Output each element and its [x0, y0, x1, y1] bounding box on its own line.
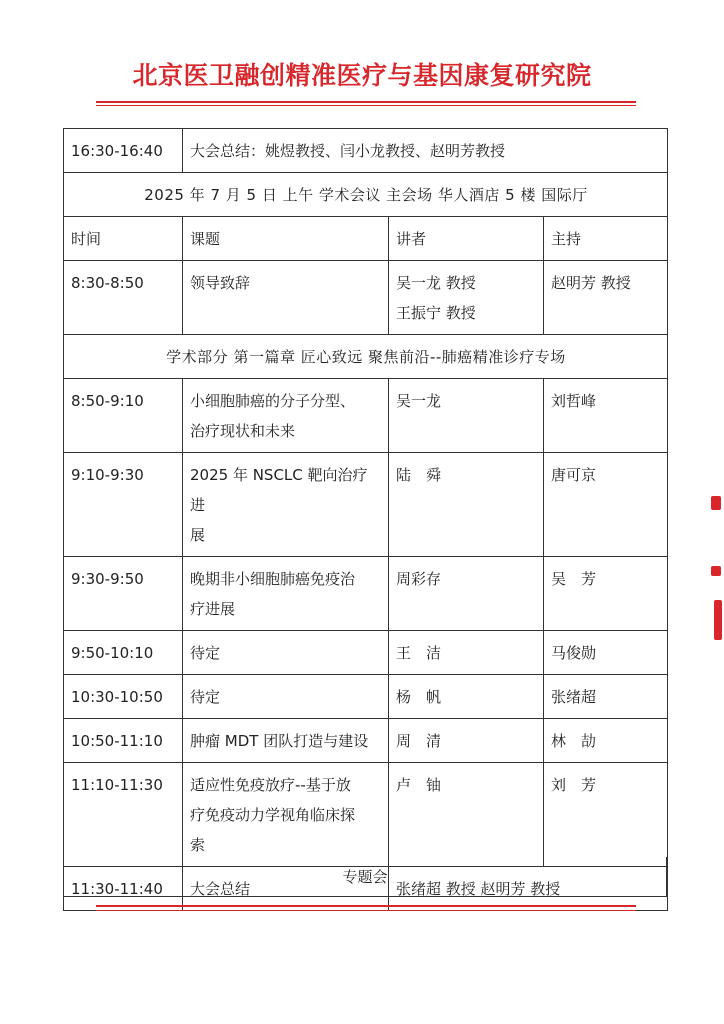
seal-edge-mark	[711, 496, 721, 510]
topic-cell: 大会总结：姚煜教授、闫小龙教授、赵明芳教授	[183, 129, 668, 173]
topic-cell	[183, 453, 389, 557]
time-cell: 8:30-8:50	[64, 261, 183, 335]
speaker-cell: 王 洁	[389, 631, 544, 675]
next-section-label: 专题会	[63, 857, 667, 897]
column-header-time: 时间	[64, 217, 183, 261]
table-row	[64, 763, 668, 867]
time-cell: 9:10-9:30	[64, 453, 183, 557]
speaker-cell: 卢 铀	[389, 763, 544, 867]
topic-cell	[183, 379, 389, 453]
topic-line: 小细胞肺癌的分子分型、	[190, 392, 356, 410]
host-cell: 吴 芳	[544, 557, 668, 631]
header-rule-thick	[96, 101, 636, 103]
session-banner: 2025 年 7 月 5 日 上午 学术会议 主会场 华人酒店 5 楼 国际厅	[64, 173, 668, 217]
time-cell: 16:30-16:40	[64, 129, 183, 173]
footer-rule-thin	[96, 910, 636, 911]
table-row	[64, 129, 668, 173]
host-cell: 刘哲峰	[544, 379, 668, 453]
topic-line: 治疗现状和未来	[190, 422, 296, 440]
topic-line: 索	[190, 836, 206, 854]
topic-line: 疗进展	[190, 600, 236, 618]
column-header-row	[64, 217, 668, 261]
speaker-cell: 周彩存	[389, 557, 544, 631]
section-banner: 学术部分 第一篇章 匠心致远 聚焦前沿--肺癌精准诊疗专场	[64, 335, 668, 379]
time-cell: 9:30-9:50	[64, 557, 183, 631]
topic-cell: 待定	[183, 675, 389, 719]
section-banner-row	[64, 335, 668, 379]
host-cell: 马俊勋	[544, 631, 668, 675]
topic-cell	[183, 557, 389, 631]
time-cell: 11:30-11:40	[64, 867, 183, 911]
time-cell: 10:50-11:10	[64, 719, 183, 763]
session-banner-row	[64, 173, 668, 217]
topic-line: 2025 年 NSCLC 靶向治疗进	[190, 466, 368, 514]
speaker-name: 王振宁 教授	[396, 304, 476, 322]
footer-rule-thick	[96, 905, 636, 907]
table-row	[64, 631, 668, 675]
column-header-topic: 课题	[183, 217, 389, 261]
institute-title: 北京医卫融创精准医疗与基因康复研究院	[132, 61, 592, 90]
topic-line: 适应性免疫放疗--基于放	[190, 776, 351, 794]
host-cell: 唐可京	[544, 453, 668, 557]
speaker-name: 吴一龙 教授	[396, 274, 476, 292]
topic-cell: 领导致辞	[183, 261, 389, 335]
topic-cell: 肿瘤 MDT 团队打造与建设	[183, 719, 389, 763]
speaker-cell: 陆 舜	[389, 453, 544, 557]
seal-edge-mark	[711, 566, 721, 576]
time-cell: 9:50-10:10	[64, 631, 183, 675]
host-cell: 张绪超	[544, 675, 668, 719]
table-row	[64, 453, 668, 557]
time-cell: 10:30-10:50	[64, 675, 183, 719]
host-cell: 刘 芳	[544, 763, 668, 867]
speaker-cell: 杨 帆	[389, 675, 544, 719]
topic-line: 疗免疫动力学视角临床探	[190, 806, 356, 824]
speaker-cell	[389, 261, 544, 335]
topic-cell	[183, 763, 389, 867]
schedule-table	[63, 128, 668, 911]
topic-line: 晚期非小细胞肺癌免疫治	[190, 570, 356, 588]
table-row	[64, 379, 668, 453]
speaker-cell: 周 清	[389, 719, 544, 763]
time-cell: 11:10-11:30	[64, 763, 183, 867]
table-row	[64, 261, 668, 335]
topic-cell: 待定	[183, 631, 389, 675]
host-cell: 林 劼	[544, 719, 668, 763]
column-header-host: 主持	[544, 217, 668, 261]
column-header-speaker: 讲者	[389, 217, 544, 261]
hosts-cell: 张绪超 教授 赵明芳 教授	[389, 867, 668, 911]
topic-cell: 大会总结	[183, 867, 389, 911]
host-cell: 赵明芳 教授	[544, 261, 668, 335]
table-row	[64, 557, 668, 631]
header-rule-thin	[96, 105, 636, 106]
topic-line: 展	[190, 526, 206, 544]
table-row	[64, 675, 668, 719]
seal-edge-mark	[714, 600, 722, 640]
time-cell: 8:50-9:10	[64, 379, 183, 453]
table-row	[64, 719, 668, 763]
speaker-cell: 吴一龙	[389, 379, 544, 453]
